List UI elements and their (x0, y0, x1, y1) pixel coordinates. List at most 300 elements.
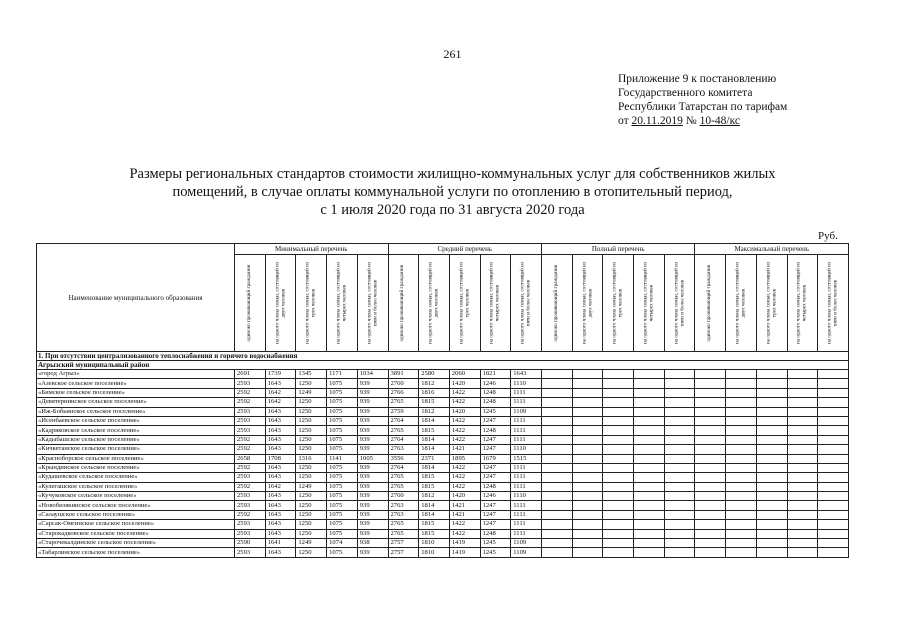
subheader-average-1 (388, 255, 419, 352)
value-cell: 1075 (327, 501, 358, 510)
empty-cell (818, 445, 849, 454)
empty-cell (787, 529, 818, 538)
empty-cell (664, 454, 695, 463)
value-cell: 1005 (357, 454, 388, 463)
empty-cell (695, 445, 726, 454)
empty-cell (664, 379, 695, 388)
value-cell: 1247 (480, 473, 511, 482)
subheader-text: на одного члена семьи, состоящей из четырех человек (795, 262, 808, 344)
value-cell: 939 (357, 520, 388, 529)
value-cell: 2593 (235, 492, 266, 501)
municipality-name: «город Агрыз» (37, 370, 235, 379)
value-cell: 1250 (296, 379, 327, 388)
value-cell: 939 (357, 407, 388, 416)
value-cell: 1141 (327, 454, 358, 463)
empty-cell (541, 520, 572, 529)
empty-cell (572, 435, 603, 444)
empty-cell (787, 426, 818, 435)
empty-cell (818, 473, 849, 482)
value-cell: 2593 (235, 416, 266, 425)
value-cell: 1421 (449, 445, 480, 454)
empty-cell (634, 539, 665, 548)
empty-cell (818, 435, 849, 444)
value-cell: 1641 (265, 539, 296, 548)
value-cell: 2592 (235, 398, 266, 407)
empty-cell (787, 510, 818, 519)
value-cell: 1421 (449, 510, 480, 519)
subheader-text: на одного члена семьи, состоящей из четырех человек (488, 262, 501, 344)
empty-cell (695, 454, 726, 463)
empty-cell (726, 454, 757, 463)
value-cell: 1814 (419, 463, 450, 472)
subheader-text: на одного члена семьи, состоящей из двух человек (580, 262, 593, 344)
value-cell: 939 (357, 473, 388, 482)
empty-cell (634, 398, 665, 407)
empty-cell (634, 529, 665, 538)
appendix-line-2: Государственного комитета (618, 87, 753, 99)
empty-cell (634, 463, 665, 472)
empty-cell (541, 379, 572, 388)
empty-cell (603, 463, 634, 472)
value-cell: 1111 (511, 426, 542, 435)
empty-cell (634, 454, 665, 463)
subheader-minimal-1 (235, 255, 266, 352)
empty-cell (572, 529, 603, 538)
page-number: 261 (443, 47, 462, 61)
empty-cell (572, 548, 603, 557)
empty-cell (787, 492, 818, 501)
empty-cell (603, 454, 634, 463)
empty-cell (664, 510, 695, 519)
value-cell: 1249 (296, 388, 327, 397)
value-cell: 1810 (419, 539, 450, 548)
value-cell: 2593 (235, 473, 266, 482)
value-cell: 1111 (511, 510, 542, 519)
value-cell: 1111 (511, 463, 542, 472)
value-cell: 1250 (296, 501, 327, 510)
value-cell: 1420 (449, 492, 480, 501)
empty-cell (603, 539, 634, 548)
municipality-name: «Исенбаевское сельское поселение» (37, 416, 235, 425)
empty-cell (695, 407, 726, 416)
empty-cell (634, 416, 665, 425)
value-cell: 1075 (327, 520, 358, 529)
value-cell: 1812 (419, 492, 450, 501)
value-cell: 1248 (480, 482, 511, 491)
table-row (37, 454, 849, 463)
subheader-minimal-2 (265, 255, 296, 352)
value-cell: 939 (357, 388, 388, 397)
currency-label: Руб. (818, 230, 838, 242)
empty-cell (787, 473, 818, 482)
value-cell: 1642 (265, 398, 296, 407)
value-cell: 1109 (511, 539, 542, 548)
empty-cell (634, 492, 665, 501)
empty-cell (541, 548, 572, 557)
subheader-maximal-2 (726, 255, 757, 352)
value-cell: 2590 (235, 539, 266, 548)
value-cell: 1034 (357, 370, 388, 379)
empty-cell (572, 520, 603, 529)
value-cell: 2371 (419, 454, 450, 463)
empty-cell (572, 388, 603, 397)
value-cell: 1250 (296, 510, 327, 519)
value-cell: 2757 (388, 548, 419, 557)
value-cell: 1345 (296, 370, 327, 379)
empty-cell (572, 454, 603, 463)
value-cell: 1642 (265, 388, 296, 397)
table-row (37, 407, 849, 416)
value-cell: 1643 (265, 548, 296, 557)
empty-cell (787, 388, 818, 397)
empty-cell (634, 510, 665, 519)
section-label: 1. При отсутствии централизованного теплоснабжения и горячего водоснабжения (37, 352, 849, 361)
empty-cell (726, 463, 757, 472)
value-cell: 1422 (449, 482, 480, 491)
empty-cell (664, 416, 695, 425)
municipality-name: «Старочекалдинское сельское поселение» (37, 539, 235, 548)
empty-cell (726, 407, 757, 416)
value-cell: 2592 (235, 463, 266, 472)
value-cell: 1247 (480, 445, 511, 454)
value-cell: 1111 (511, 435, 542, 444)
document-title (40, 165, 865, 219)
value-cell: 1248 (480, 398, 511, 407)
empty-cell (603, 529, 634, 538)
value-cell: 2765 (388, 473, 419, 482)
empty-cell (572, 416, 603, 425)
table-row (37, 426, 849, 435)
empty-cell (818, 529, 849, 538)
value-cell: 938 (357, 539, 388, 548)
empty-cell (695, 548, 726, 557)
value-cell: 939 (357, 482, 388, 491)
value-cell: 1422 (449, 416, 480, 425)
value-cell: 2764 (388, 463, 419, 472)
value-cell: 939 (357, 379, 388, 388)
value-cell: 939 (357, 426, 388, 435)
value-cell: 2765 (388, 482, 419, 491)
empty-cell (726, 398, 757, 407)
empty-cell (756, 435, 787, 444)
table-row (37, 510, 849, 519)
empty-cell (572, 426, 603, 435)
value-cell: 2580 (419, 370, 450, 379)
empty-cell (787, 435, 818, 444)
table-row (37, 379, 849, 388)
empty-cell (541, 492, 572, 501)
empty-cell (787, 445, 818, 454)
empty-cell (541, 539, 572, 548)
municipality-name: «Старокадковское сельское поселение» (37, 529, 235, 538)
value-cell: 2593 (235, 501, 266, 510)
empty-cell (756, 379, 787, 388)
empty-cell (634, 370, 665, 379)
appendix-from: от (618, 115, 632, 127)
value-cell: 1250 (296, 435, 327, 444)
value-cell: 1250 (296, 407, 327, 416)
value-cell: 1643 (265, 426, 296, 435)
municipality-name: «Девятернинское сельское поселение» (37, 398, 235, 407)
empty-cell (572, 379, 603, 388)
municipality-name: «Сарсак-Омгинское сельское поселение» (37, 520, 235, 529)
value-cell: 1515 (511, 454, 542, 463)
empty-cell (603, 426, 634, 435)
empty-cell (603, 510, 634, 519)
municipality-name: «Кадряковское сельское поселение» (37, 426, 235, 435)
value-cell: 2592 (235, 482, 266, 491)
title-line-1: Размеры региональных стандартов стоимости жилищно-коммунальных услуг для собственников жилых (129, 166, 776, 182)
value-cell: 1250 (296, 492, 327, 501)
value-cell: 1171 (327, 370, 358, 379)
table-row (37, 548, 849, 557)
municipality-name: «Новобизякинское сельское поселение» (37, 501, 235, 510)
empty-cell (541, 435, 572, 444)
value-cell: 2757 (388, 539, 419, 548)
value-cell: 1109 (511, 548, 542, 557)
empty-cell (541, 426, 572, 435)
empty-cell (572, 463, 603, 472)
municipality-name: «Иж-Бобьинское сельское поселение» (37, 407, 235, 416)
empty-cell (787, 463, 818, 472)
title-line-2: помещений, в случае оплаты коммунальной услуги по отоплению в отопительный период, (172, 184, 733, 200)
value-cell: 1075 (327, 482, 358, 491)
empty-cell (603, 501, 634, 510)
empty-cell (541, 370, 572, 379)
value-cell: 1075 (327, 388, 358, 397)
empty-cell (541, 398, 572, 407)
value-cell: 1420 (449, 407, 480, 416)
empty-cell (726, 445, 757, 454)
municipality-name: «Табарлинское сельское поселение» (37, 548, 235, 557)
empty-cell (756, 463, 787, 472)
empty-cell (787, 370, 818, 379)
value-cell: 1110 (511, 492, 542, 501)
value-cell: 2760 (388, 492, 419, 501)
municipality-name: «Кулегашское сельское поселение» (37, 482, 235, 491)
subheader-maximal-1 (695, 255, 726, 352)
subheader-text: на одного члена семьи, состоящей из пяти и более человек (366, 262, 378, 344)
value-cell: 1109 (511, 407, 542, 416)
value-cell: 1815 (419, 482, 450, 491)
value-cell: 1247 (480, 520, 511, 529)
empty-cell (756, 529, 787, 538)
value-cell: 2765 (388, 520, 419, 529)
empty-cell (603, 482, 634, 491)
value-cell: 1247 (480, 463, 511, 472)
value-cell: 1074 (327, 539, 358, 548)
value-cell: 1643 (265, 510, 296, 519)
appendix-number: 10-48/кс (699, 115, 740, 127)
value-cell: 1247 (480, 416, 511, 425)
value-cell: 939 (357, 548, 388, 557)
subheader-full-3 (603, 255, 634, 352)
value-cell: 1246 (480, 492, 511, 501)
value-cell: 1316 (296, 454, 327, 463)
subheader-maximal-5 (818, 255, 849, 352)
empty-cell (634, 473, 665, 482)
empty-cell (756, 492, 787, 501)
value-cell: 2592 (235, 445, 266, 454)
empty-cell (664, 463, 695, 472)
table-row (37, 492, 849, 501)
empty-cell (695, 473, 726, 482)
value-cell: 1643 (265, 445, 296, 454)
empty-cell (541, 407, 572, 416)
empty-cell (541, 463, 572, 472)
empty-cell (787, 379, 818, 388)
value-cell: 1643 (265, 435, 296, 444)
empty-cell (634, 548, 665, 557)
group-header-maximal: Максимальный перечень (695, 244, 849, 255)
appendix-line-4 (618, 114, 787, 128)
value-cell: 1249 (296, 539, 327, 548)
value-cell: 1075 (327, 445, 358, 454)
subheader-minimal-4 (327, 255, 358, 352)
value-cell: 1815 (419, 473, 450, 482)
subheader-minimal-5 (357, 255, 388, 352)
appendix-line-1: Приложение 9 к постановлению (618, 73, 777, 85)
group-header-full: Полный перечень (541, 244, 694, 255)
value-cell: 1816 (419, 388, 450, 397)
empty-cell (756, 473, 787, 482)
value-cell: 3891 (388, 370, 419, 379)
empty-cell (818, 388, 849, 397)
empty-cell (572, 398, 603, 407)
empty-cell (664, 407, 695, 416)
value-cell: 2593 (235, 407, 266, 416)
empty-cell (664, 388, 695, 397)
value-cell: 1422 (449, 529, 480, 538)
value-cell: 1250 (296, 416, 327, 425)
subheader-average-4 (480, 255, 511, 352)
value-cell: 2691 (235, 370, 266, 379)
value-cell: 1245 (480, 539, 511, 548)
value-cell: 1075 (327, 548, 358, 557)
subheader-average-5 (511, 255, 542, 352)
table-row (37, 529, 849, 538)
table-row (37, 370, 849, 379)
value-cell: 1421 (449, 501, 480, 510)
tariff-table (36, 243, 849, 558)
value-cell: 1245 (480, 407, 511, 416)
empty-cell (603, 445, 634, 454)
value-cell: 1246 (480, 379, 511, 388)
name-column-header: Наименование муниципального образования (37, 244, 235, 352)
value-cell: 1419 (449, 539, 480, 548)
value-cell: 1248 (480, 529, 511, 538)
table-row (37, 482, 849, 491)
empty-cell (541, 388, 572, 397)
empty-cell (756, 501, 787, 510)
empty-cell (572, 539, 603, 548)
subheader-text: на одного члена семьи, состоящей из пяти и более человек (826, 262, 839, 344)
value-cell: 1247 (480, 510, 511, 519)
group-header-row (37, 244, 849, 255)
value-cell: 2763 (388, 445, 419, 454)
empty-cell (541, 501, 572, 510)
municipality-name: «Кудашевское сельское поселение» (37, 473, 235, 482)
appendix-note (618, 72, 787, 128)
value-cell: 2060 (449, 370, 480, 379)
value-cell: 939 (357, 510, 388, 519)
empty-cell (664, 473, 695, 482)
value-cell: 1643 (265, 379, 296, 388)
empty-cell (695, 463, 726, 472)
empty-cell (726, 416, 757, 425)
empty-cell (818, 416, 849, 425)
value-cell: 1111 (511, 398, 542, 407)
empty-cell (603, 407, 634, 416)
subheader-text: на одного члена семьи, состоящей из трех человек (458, 262, 470, 344)
empty-cell (756, 510, 787, 519)
empty-cell (664, 445, 695, 454)
value-cell: 1247 (480, 501, 511, 510)
empty-cell (726, 435, 757, 444)
value-cell: 1111 (511, 520, 542, 529)
value-cell: 1821 (480, 370, 511, 379)
empty-cell (726, 501, 757, 510)
value-cell: 1642 (265, 482, 296, 491)
value-cell: 2765 (388, 398, 419, 407)
value-cell: 1895 (449, 454, 480, 463)
value-cell: 1643 (265, 529, 296, 538)
municipality-name: «Бимское сельское поселение» (37, 388, 235, 397)
title-line-3: с 1 июля 2020 года по 31 августа 2020 года (320, 202, 585, 218)
empty-cell (756, 539, 787, 548)
table-row (37, 398, 849, 407)
value-cell: 939 (357, 398, 388, 407)
table-row (37, 435, 849, 444)
empty-cell (695, 482, 726, 491)
appendix-line-3: Республики Татарстан по тарифам (618, 101, 788, 113)
empty-cell (818, 510, 849, 519)
empty-cell (695, 539, 726, 548)
value-cell: 1075 (327, 407, 358, 416)
empty-cell (695, 492, 726, 501)
value-cell: 1422 (449, 435, 480, 444)
municipality-name: «Кучуковское сельское поселение» (37, 492, 235, 501)
empty-cell (787, 520, 818, 529)
empty-cell (541, 482, 572, 491)
empty-cell (664, 492, 695, 501)
tariff-table-wrapper (36, 243, 849, 558)
subheader-text: на одного члена семьи, состоящей из четырех человек (335, 262, 347, 344)
value-cell: 1422 (449, 398, 480, 407)
district-row (37, 361, 849, 370)
value-cell: 2760 (388, 379, 419, 388)
empty-cell (695, 379, 726, 388)
value-cell: 1815 (419, 529, 450, 538)
empty-cell (664, 539, 695, 548)
empty-cell (756, 520, 787, 529)
empty-cell (572, 501, 603, 510)
table-row (37, 520, 849, 529)
empty-cell (664, 435, 695, 444)
subheader-text: одиноко проживающий гражданин (553, 264, 560, 342)
empty-cell (603, 379, 634, 388)
value-cell: 2763 (388, 501, 419, 510)
empty-cell (603, 548, 634, 557)
empty-cell (603, 520, 634, 529)
empty-cell (695, 426, 726, 435)
empty-cell (818, 492, 849, 501)
empty-cell (664, 482, 695, 491)
table-row (37, 501, 849, 510)
empty-cell (541, 416, 572, 425)
municipality-name: «Салаушское сельское поселение» (37, 510, 235, 519)
value-cell: 1422 (449, 426, 480, 435)
